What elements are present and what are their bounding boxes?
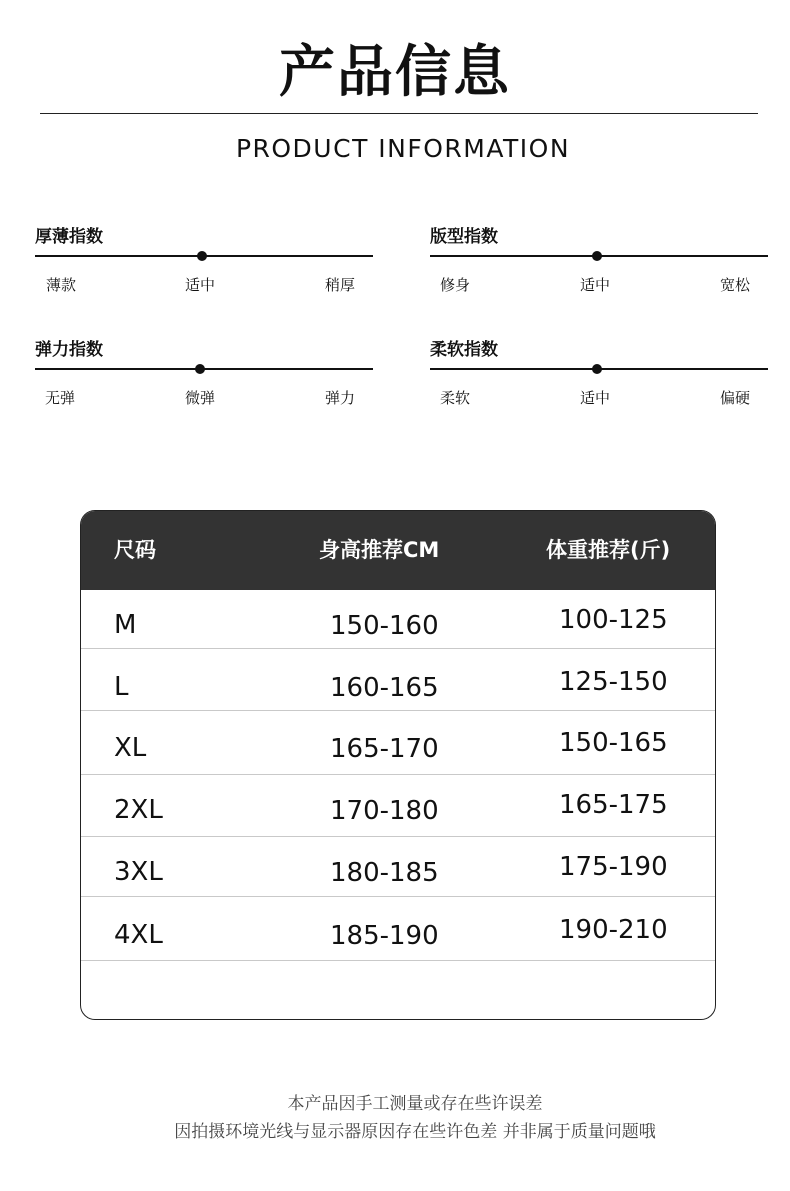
page-subtitle: PRODUCT INFORMATION <box>235 134 571 163</box>
weight-cell: 190-210 <box>559 915 668 945</box>
scale-tick-middle: 适中 <box>580 389 611 407</box>
table-row <box>81 711 715 775</box>
table-row <box>81 897 715 961</box>
fit-scale-label: 版型指数 <box>430 227 498 247</box>
size-cell: 3XL <box>114 857 163 887</box>
scale-tick-left: 无弹 <box>45 389 76 407</box>
height-cell: 170-180 <box>330 796 439 826</box>
table-row <box>81 837 715 897</box>
table-header <box>81 511 715 590</box>
weight-cell: 175-190 <box>559 852 668 882</box>
scale-tick-middle: 适中 <box>580 276 611 294</box>
scale-indicator-dot <box>195 364 205 374</box>
scale-tick-right: 稍厚 <box>325 276 356 294</box>
weight-cell: 100-125 <box>559 605 668 635</box>
title-divider <box>40 113 758 114</box>
scale-tick-left: 修身 <box>440 276 471 294</box>
height-cell: 150-160 <box>330 611 439 641</box>
size-cell: L <box>114 672 129 702</box>
stretch-scale-label: 弹力指数 <box>35 340 103 360</box>
table-row <box>81 590 715 649</box>
scale-tick-right: 偏硬 <box>720 389 751 407</box>
scale-tick-left: 柔软 <box>440 389 471 407</box>
scale-tick-left: 薄款 <box>46 276 77 294</box>
scale-indicator-dot <box>197 251 207 261</box>
table-row <box>81 775 715 837</box>
weight-cell: 165-175 <box>559 790 668 820</box>
size-cell: XL <box>114 733 147 763</box>
scale-indicator-dot <box>592 364 602 374</box>
scale-tick-right: 宽松 <box>720 276 751 294</box>
size-table <box>80 510 716 1020</box>
scale-tick-middle: 适中 <box>185 276 216 294</box>
height-cell: 180-185 <box>330 858 439 888</box>
table-row <box>81 649 715 711</box>
page-title: 产品信息 <box>279 40 511 105</box>
softness-scale-label: 柔软指数 <box>430 340 498 360</box>
height-cell: 160-165 <box>330 673 439 703</box>
stretch-scale <box>35 339 373 419</box>
size-cell: 2XL <box>114 795 163 825</box>
softness-scale <box>430 339 768 419</box>
scale-indicator-dot <box>592 251 602 261</box>
weight-cell: 150-165 <box>559 728 668 758</box>
header-height: 身高推荐CM <box>319 538 440 562</box>
scale-tick-right: 弹力 <box>325 389 356 407</box>
fit-scale <box>430 226 768 306</box>
header-size: 尺码 <box>114 538 156 562</box>
size-cell: M <box>114 610 137 640</box>
weight-cell: 125-150 <box>559 667 668 697</box>
disclaimer-line-2: 因拍摄环境光线与显示器原因存在些许色差 并非属于质量问题哦 <box>174 1122 656 1142</box>
scale-tick-middle: 微弹 <box>185 389 216 407</box>
disclaimer-line-1: 本产品因手工测量或存在些许误差 <box>287 1094 543 1114</box>
size-cell: 4XL <box>114 920 163 950</box>
thickness-scale <box>35 226 373 306</box>
header-weight: 体重推荐(斤) <box>546 538 671 562</box>
row-divider <box>81 960 715 961</box>
thickness-scale-label: 厚薄指数 <box>35 227 103 247</box>
height-cell: 165-170 <box>330 734 439 764</box>
height-cell: 185-190 <box>330 921 439 951</box>
